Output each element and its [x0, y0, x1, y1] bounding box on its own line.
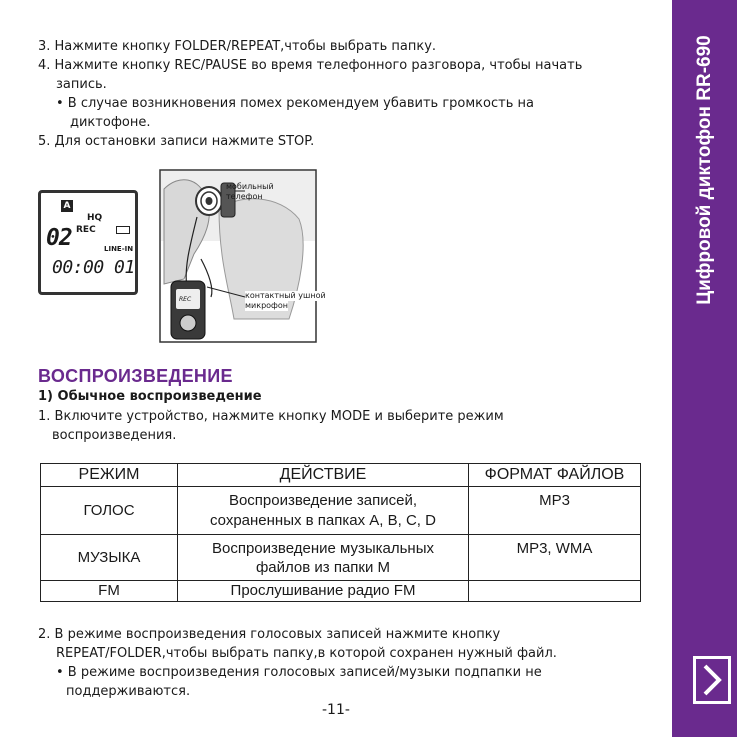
playback-step-1-cont: воспроизведения.: [52, 428, 177, 443]
header-format: ФОРМАТ ФАЙЛОВ: [469, 464, 641, 487]
table-header: [41, 464, 641, 487]
row-format: MP3: [469, 487, 641, 535]
row-action-line2: сохраненных в папках A, B, C, D: [210, 511, 436, 529]
table-row: [41, 581, 641, 602]
next-page-button[interactable]: [693, 656, 731, 704]
row-action-line1: Воспроизведение музыкальных: [212, 539, 434, 557]
playback-step-2-cont: REPEAT/FOLDER,чтобы выбрать папку,в которой сохранен нужный файл.: [56, 646, 557, 661]
mode-table: [40, 463, 641, 602]
playback-step-2-note: • В режиме воспроизведения голосовых записей/музыки подпапки не: [56, 665, 542, 680]
lcd-quality: HQ: [87, 213, 103, 223]
sidebar: [672, 0, 737, 737]
chevron-right-icon: [701, 663, 723, 697]
page-number: -11-: [322, 702, 350, 718]
row-action: Прослушивание радио FM: [178, 581, 469, 602]
section-title: ВОСПРОИЗВЕДЕНИЕ: [38, 366, 233, 386]
playback-step-2-note-cont: поддерживаются.: [66, 684, 191, 699]
table-row: [41, 535, 641, 581]
step-4-cont: запись.: [56, 77, 107, 92]
row-action: [178, 535, 469, 581]
callout-phone-line1: мобильный: [226, 182, 274, 191]
lcd-line-in: LINE-IN: [104, 245, 134, 253]
device-rec-label: REC: [179, 296, 192, 303]
callout-mic-line1: контактный ушной: [245, 291, 326, 300]
sidebar-title: Цифровой диктофон RR-690: [693, 35, 715, 305]
phone-recording-illustration: [159, 169, 326, 343]
step-4: 4. Нажмите кнопку REC/PAUSE во время телефонного разговора, чтобы начать: [38, 58, 583, 73]
playback-step-2: 2. В режиме воспроизведения голосовых записей нажмите кнопку: [38, 627, 501, 642]
row-mode: ГОЛОС: [41, 487, 178, 535]
sidebar-title-box: [672, 0, 737, 340]
lcd-file-number: 02: [46, 225, 72, 251]
step-3: 3. Нажмите кнопку FOLDER/REPEAT,чтобы выбрать папку.: [38, 39, 437, 54]
row-format: MP3, WMA: [469, 535, 641, 581]
row-mode: МУЗЫКА: [41, 535, 178, 581]
callout-mic-line2: микрофон: [245, 301, 289, 310]
row-action-line1: Воспроизведение записей,: [228, 491, 418, 509]
table-row: [41, 487, 641, 535]
playback-step-1: 1. Включите устройство, нажмите кнопку MODE и выберите режим: [38, 409, 504, 424]
step-5: 5. Для остановки записи нажмите STOP.: [38, 134, 315, 149]
lcd-folder: A: [61, 200, 73, 212]
lcd-rec: REC: [76, 225, 96, 235]
lcd-display: [38, 190, 138, 295]
step-4-note-cont: диктофоне.: [70, 115, 151, 130]
step-4-note: • В случае возникновения помех рекомендуем убавить громкость на: [56, 96, 534, 111]
subsection-title: 1) Обычное воспроизведение: [38, 389, 262, 404]
callout-phone-line2: телефон: [226, 192, 263, 201]
battery-icon: [116, 226, 130, 234]
row-action-line2: файлов из папки M: [255, 558, 391, 576]
header-action: ДЕЙСТВИЕ: [178, 464, 469, 487]
lcd-time: 00:00 01: [52, 257, 135, 278]
row-format: [469, 581, 641, 602]
row-action: [178, 487, 469, 535]
row-mode: FM: [41, 581, 178, 602]
header-mode: РЕЖИМ: [41, 464, 178, 487]
